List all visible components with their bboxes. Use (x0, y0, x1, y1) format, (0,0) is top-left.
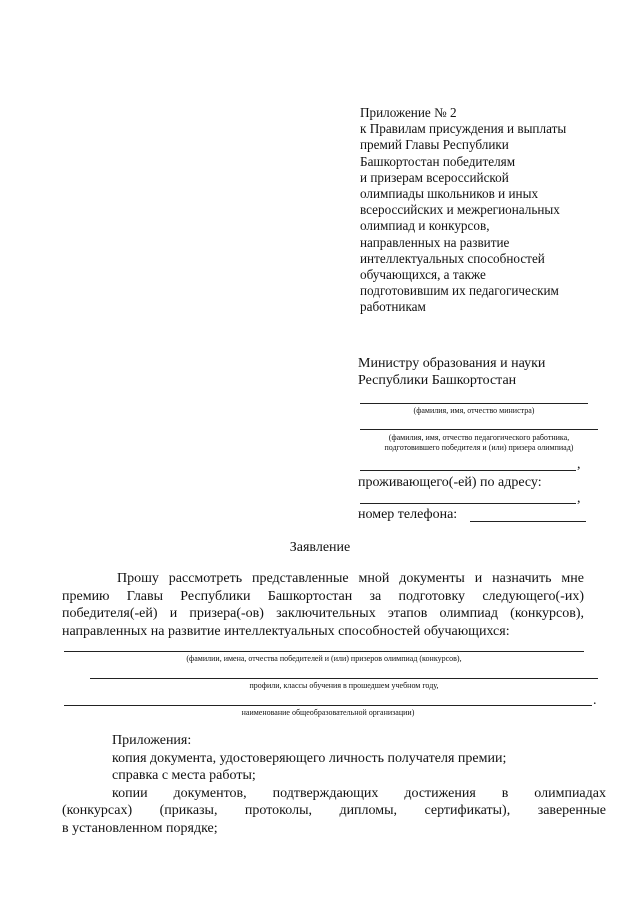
appendix-line: и призерам всероссийской (360, 169, 509, 185)
phone-field[interactable] (470, 521, 586, 522)
residing-label: проживающего(-ей) по адресу: (358, 475, 542, 490)
comma: , (577, 491, 581, 506)
appendix-line: олимпиады школьников и иных (360, 186, 539, 202)
appendix-line: работникам (360, 299, 426, 315)
appendix-line: олимпиад и конкурсов, (360, 218, 490, 234)
statement-line: победителя(-ей) и призера(-ов) заключительных этапов олимпиад (конкурсов), (62, 606, 584, 621)
statement-line: Прошу рассмотреть представленные мной документы и назначить мне (117, 571, 584, 586)
minister-name-field[interactable] (360, 403, 588, 404)
appendix-line: всероссийских и межрегиональных (360, 202, 560, 218)
statement-line: направленных на развитие интеллектуальных способностей обучающихся: (62, 623, 510, 639)
winners-field[interactable] (64, 651, 584, 652)
appendix-line: Приложение № 2 (360, 105, 457, 120)
appendix-line: подготовившим их педагогическим (360, 283, 559, 299)
appendix-line: к Правилам присуждения и выплаты (360, 121, 567, 137)
comma: , (577, 457, 581, 472)
addressee-line: Республики Башкортостан (358, 373, 517, 388)
statement-line: премию Главы Республики Башкортостан за подготовку следующего(-их) (62, 588, 584, 604)
attachment-item: в установленном порядке; (62, 820, 218, 836)
appendix-line: обучающихся, а также (360, 267, 486, 283)
period: . (593, 693, 597, 708)
phone-label: номер телефона: (358, 507, 458, 522)
address-field[interactable] (360, 503, 576, 504)
attachment-item: (конкурсах) (приказы, протоколы, дипломы, сертификаты), заверенные (62, 803, 606, 818)
addressee-block (358, 355, 608, 389)
winners-caption: (фамилии, имена, отчества победителей и (или) призеров олимпиад (конкурсов), (186, 654, 462, 663)
teacher-caption: (фамилия, имя, отчество педагогического работника, (388, 433, 570, 442)
minister-caption: (фамилия, имя, отчество министра) (413, 406, 535, 415)
attachment-item: справка с места работы; (112, 768, 256, 783)
attachments-list (62, 732, 606, 837)
appendix-header (360, 105, 620, 316)
teacher-extra-field[interactable] (360, 470, 576, 471)
attachments-heading: Приложения: (112, 733, 192, 748)
appendix-line: Башкортостан победителям (360, 153, 516, 169)
addressee-line: Министру образования и науки (358, 356, 546, 371)
organization-field[interactable] (64, 705, 592, 706)
attachment-item: копия документа, удостоверяющего личность получателя премии; (112, 750, 507, 766)
statement-title: Заявление (289, 540, 351, 555)
teacher-name-field[interactable] (360, 429, 598, 430)
profiles-field[interactable] (90, 678, 598, 679)
appendix-line: премий Главы Республики (360, 137, 509, 153)
organization-caption: наименование общеобразовательной организации) (241, 708, 415, 717)
profiles-caption: профили, классы обучения в прошедшем учебном году, (249, 681, 439, 690)
attachment-item: копии документов, подтверждающих достижения в олимпиадах (112, 785, 606, 801)
statement-body (62, 570, 584, 640)
teacher-caption: подготовившего победителя и (или) призера олимпиад) (384, 443, 574, 452)
appendix-line: направленных на развитие (360, 234, 510, 250)
appendix-line: интеллектуальных способностей (360, 250, 545, 266)
